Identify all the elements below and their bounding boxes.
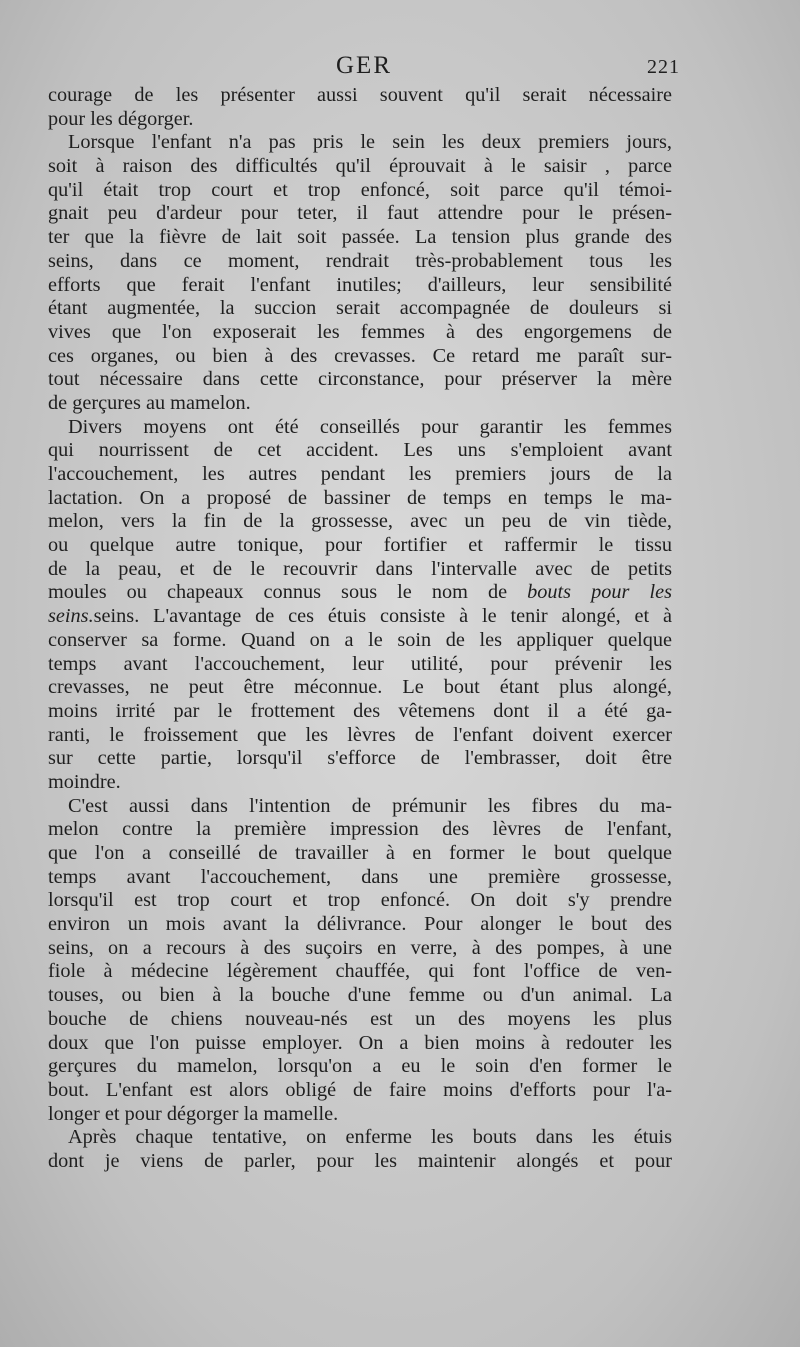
text-line: qu'il était trop court et trop enfoncé, soit parce qu'il témoi-: [48, 178, 672, 201]
text-line: bouche de chiens nouveau-nés est un des moyens les plus: [48, 1007, 672, 1030]
text-line: gerçures du mamelon, lorsqu'on a eu le soin d'en former le: [48, 1055, 672, 1078]
running-title: GER: [336, 52, 392, 79]
text-line: longer et pour dégorger la mamelle.: [48, 1102, 339, 1125]
text-line: lactation. On a proposé de bassiner de temps en temps le ma-: [48, 486, 672, 509]
text-line: soit à raison des difficultés qu'il éprouvait à le saisir , parce: [48, 155, 672, 178]
text-line: lorsqu'il est trop court et trop enfoncé. On doit s'y prendre: [48, 889, 672, 912]
text-line: bout. L'enfant est alors obligé de faire moins d'efforts pour l'a-: [48, 1078, 672, 1101]
text-line: fiole à médecine légèrement chauffée, qui font l'office de ven-: [48, 960, 672, 983]
text-line: touses, ou bien à la bouche d'une femme ou d'un animal. La: [48, 984, 672, 1007]
text-line: ter que la fièvre de lait soit passée. La tension plus grande des: [48, 226, 672, 249]
page-number: 221: [647, 56, 680, 78]
text-line: qui nourrissent de cet accident. Les uns s'emploient avant: [48, 439, 672, 462]
text-line-roman: seins. L'avantage de ces étuis consiste à le tenir alongé, et à: [93, 605, 672, 628]
text-line: ou quelque autre tonique, pour fortifier et raffermir le tissu: [48, 534, 672, 557]
running-head: [48, 52, 680, 84]
text-line: gnait peu d'ardeur pour teter, il faut attendre pour le présen-: [48, 202, 672, 225]
text-line: Après chaque tentative, on enferme les bouts dans les étuis: [68, 1126, 672, 1149]
text-line: crevasses, ne peut être méconnue. Le bout étant plus alongé,: [48, 676, 672, 699]
text-line: étant augmentée, la succion serait accompagnée de douleurs si: [48, 297, 672, 320]
text-line: Lorsque l'enfant n'a pas pris le sein les deux premiers jours,: [68, 131, 672, 154]
italic-phrase-end: seins.: [48, 605, 94, 628]
text-line: de la peau, et de le recouvrir dans l'intervalle avec de petits: [48, 557, 672, 580]
text-line: temps avant l'accouchement, leur utilité, pour prévenir les: [48, 652, 672, 675]
text-line: que l'on a conseillé de travailler à en former le bout quelque: [48, 842, 672, 864]
body-text: [48, 84, 672, 1174]
text-line: doux que l'on puisse employer. On a bien moins à redouter les: [48, 1031, 672, 1054]
text-line: moins irrité par le frottement des vêtemens dont il a été ga-: [48, 699, 672, 722]
text-line: pour les dégorger.: [48, 107, 194, 130]
text-line: seins, on a recours à des suçoirs en verre, à des pompes, à une: [48, 936, 672, 959]
text-line: temps avant l'accouchement, dans une première grossesse,: [48, 865, 672, 888]
text-line: l'accouchement, les autres pendant les premiers jours de la: [48, 463, 672, 485]
text-line: de gerçures au mamelon.: [48, 391, 251, 414]
text-line: [48, 581, 672, 605]
text-line-roman: moules ou chapeaux connus sous le nom de: [48, 581, 528, 604]
text-line: melon, vers la fin de la grossesse, avec un peu de vin tiède,: [48, 510, 672, 533]
text-line: environ un mois avant la délivrance. Pour alonger le bout des: [48, 913, 672, 936]
text-line: courage de les présenter aussi souvent qu'il serait nécessaire: [48, 84, 672, 106]
text-line: seins, dans ce moment, rendrait très-probablement tous les: [48, 249, 672, 272]
text-line: moindre.: [48, 770, 121, 793]
text-line: vives que l'on exposerait les femmes à des engorgemens de: [48, 320, 672, 343]
text-line: efforts que ferait l'enfant inutiles; d'ailleurs, leur sensibilité: [48, 273, 672, 296]
text-line: C'est aussi dans l'intention de prémunir les fibres du ma-: [68, 794, 672, 817]
text-line: conserver sa forme. Quand on a le soin de les appliquer quelque: [48, 628, 672, 651]
text-line: sur cette partie, lorsqu'il s'efforce de l'embrasser, doit être: [48, 747, 672, 770]
text-line: ces organes, ou bien à des crevasses. Ce retard me paraît sur-: [48, 344, 672, 367]
text-line: ranti, le froissement que les lèvres de l'enfant doivent exercer: [48, 723, 672, 746]
text-line: tout nécessaire dans cette circonstance, pour préserver la mère: [48, 368, 672, 391]
text-line: [48, 605, 672, 629]
italic-phrase: bouts pour les: [527, 581, 672, 604]
text-line: dont je viens de parler, pour les maintenir alongés et pour: [48, 1149, 672, 1172]
text-line: Divers moyens ont été conseillés pour garantir les femmes: [68, 415, 672, 438]
text-line: melon contre la première impression des lèvres de l'enfant,: [48, 818, 672, 841]
